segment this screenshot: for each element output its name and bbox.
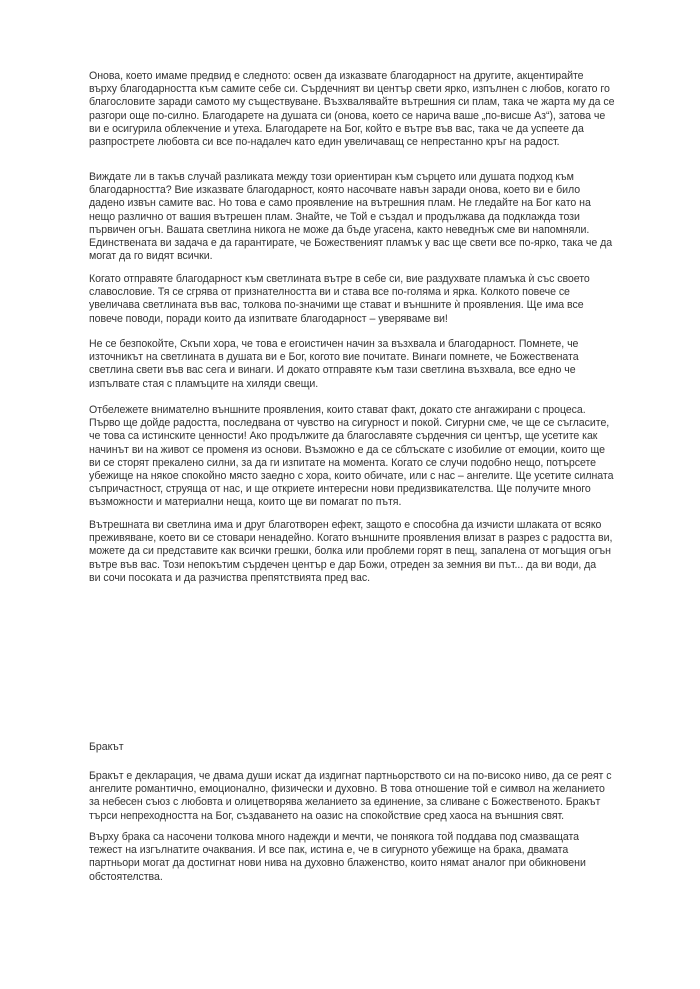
paragraph: Отбележете внимателно външните проявления, които стават факт, докато сте ангажирани с процеса. Първо ще дойде радостта, последвана от чувство на сигурност и покой. Сигурни сме, че ще се съгласите, че това са истинските ценности! Ако продължите да благославяте сърдечния си център, ще усетите как начинът ви на живот се променя из основи. Възможно е да се сблъскате с изобилие от емоции, които ще ви се сторят прекалено силни, за да ги изпитате на момента. Когато се случи подобно нещо, потърсете убежище на някое спокойно място заедно с хора, които обичате, или с нас – ангелите. Ще усетите силната съпричастност, струяща от нас, и ще откриете интересни нови предизвикателства. Ще получите много възможности и материални неща, които ще ви помагат по пътя. xyxy=(89,404,614,509)
paragraph: Виждате ли в такъв случай разликата между този ориентиран към сърцето или душата подход към благодарността? Вие изказвате благодарност, която насочвате навън заради онова, което ви е било дадено извън самите вас. Но това е само проявление на вътрешния плам. Не гледайте на Бог като на нещо различно от вашия вътрешен плам. Знайте, че Той е създал и продължава да подклажда този първичен огън. Вашата светлина никога не може да бъде угасена, както неведнъж сме ви напомняли. Единствената ви задача е да гарантирате, че Божественият пламък у вас ще свети все по-ярко, така че да могат да го видят всички. xyxy=(89,171,613,263)
section-heading: Бракът xyxy=(89,741,124,753)
paragraph: Бракът е декларация, че двама души искат да издигнат партньорството си на по-високо ниво, да се реят с ангелите романтично, емоционално, физически и духовно. В това отношение той е символ на желанието за небесен съюз с любовта и олицетворява желанието за единение, за сливане с Божественото. Бракът търси непреходността на Бог, създаването на оазис на спокойствие сред хаоса на външния свят. xyxy=(89,770,612,822)
paragraph: Онова, което имаме предвид е следното: освен да изказвате благодарност на другите, акцентирайте върху благодарността към самите себе си. Сърдечният ви център свети ярко, изпълнен с любов, когато го благословите заради самото му съществуване. Възхвалявайте вътрешния си плам, така че жарта му да се разгори още по-силно. Благодарете на душата си (онова, което се нарича ваше „по-висше Аз“), затова че ви е осигурила облекчение и утеха. Благодарете на Бог, който е вътре във вас, така че да успеете да разпрострете любовта си все по-надалеч като един увеличаващ се непрестанно кръг на радост. xyxy=(89,70,615,149)
paragraph: Вътрешната ви светлина има и друг благотворен ефект, защото е способна да изчисти шлаката от всяко преживяване, което ви се стовари ненадейно. Когато външните проявления влизат в разрез с радостта ви, можете да си представите как всички грешки, болка или проблеми горят в пещ, запалена от могъщия огън вътре във вас. Този непокътим сърдечен център е дар Божи, отреден за земния ви път... да ви води, да ви сочи посоката и да разчиства препятствията пред вас. xyxy=(89,519,613,584)
paragraph: Когато отправяте благодарност към светлината вътре в себе си, вие раздухвате пламъка ѝ със своето славословие. Тя се сгрява от признателността ви и става все по-голяма и ярка. Колкото повече се увеличава светлината във вас, толкова по-значими ще стават и външните ѝ проявления. Ще има все повече поводи, поради които да изпитвате благодарност – уверяваме ви! xyxy=(89,273,590,325)
paragraph: Върху брака са насочени толкова много надежди и мечти, че понякога той поддава под смазващата тежест на изгълнатите очаквания. И все пак, истина е, че в сигурното убежище на брака, двамата партньори могат да достигнат нови нива на духовно блаженство, които нямат аналог при обикновени обстоятелства. xyxy=(89,831,586,883)
paragraph: Не се безпокойте, Скъпи хора, че това е егоистичен начин за възхвала и благодарност. Помнете, че източникът на светлината в душата ви е Бог, когото вие почитате. Винаги помнете, че Божествената светлина свети във вас сега и винаги. И докато отправяте към тази светлина възхвала, все едно че изпълвате стая с пламъците на хиляди свещи. xyxy=(89,338,579,390)
